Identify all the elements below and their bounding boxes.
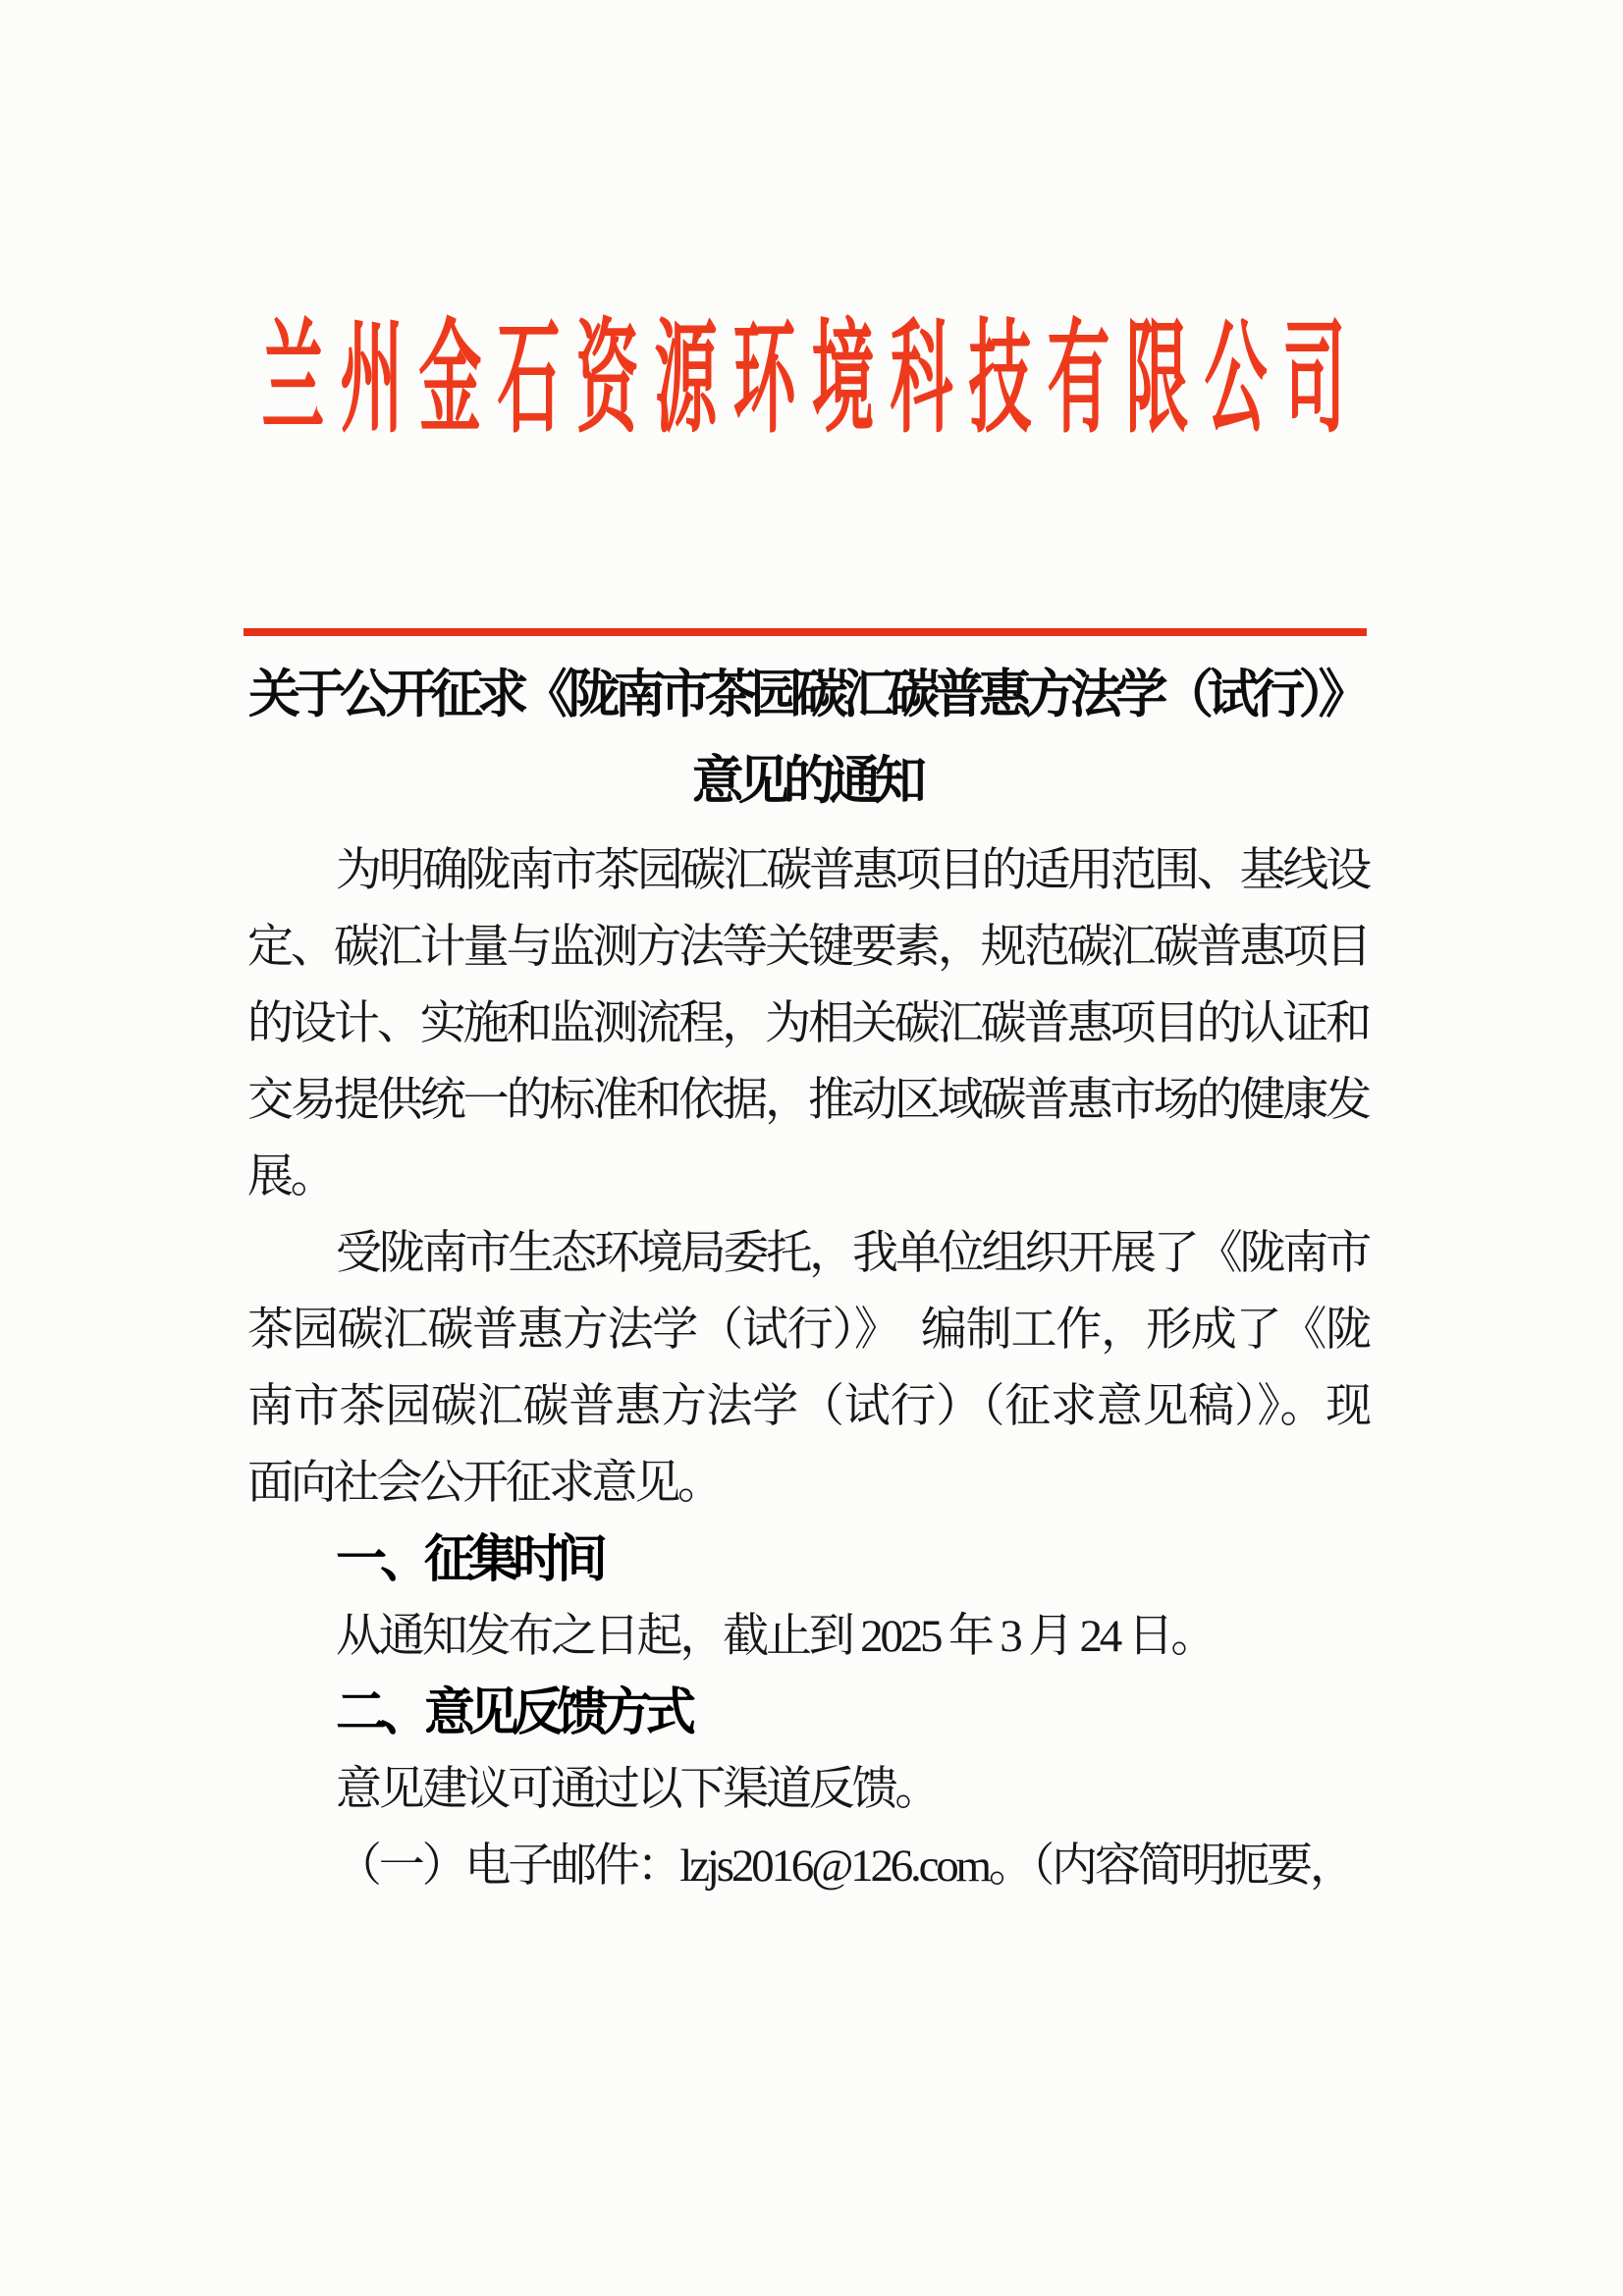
- body-line-email: （一）电子邮件：lzjs2016@126.com。（内容简明扼要，: [336, 1841, 1353, 1892]
- body-line: 交易提供统一的标准和依据，推动区域碳普惠市场的健康发: [247, 1075, 1369, 1126]
- section-heading-collection-time: 一、征集时间: [336, 1531, 602, 1588]
- body-line: 的设计、实施和监测流程，为相关碳汇碳普惠项目的认证和: [247, 998, 1369, 1049]
- body-line: 从通知发布之日起，截止到 2025 年 3 月 24 日。: [336, 1611, 1215, 1662]
- body-line: 为明确陇南市茶园碳汇碳普惠项目的适用范围、基线设: [336, 845, 1369, 896]
- document-title-line-1: 关于公开征求《陇南市茶园碳汇碳普惠方法学（试行）》: [248, 667, 1364, 723]
- document-title-line-2: 意见的通知: [691, 753, 921, 810]
- body-line: 受陇南市生态环境局委托，我单位组织开展了《陇南市: [336, 1228, 1369, 1279]
- body-line: 展。: [247, 1151, 334, 1202]
- body-line: 南市茶园碳汇碳普惠方法学（试行）（征求意见稿）》。现: [247, 1381, 1369, 1432]
- document-title: [245, 652, 1367, 825]
- company-letterhead: 兰州金石资源环境科技有限公司: [261, 311, 1362, 448]
- body-line: 定、碳汇计量与监测方法等关键要素，规范碳汇碳普惠项目: [247, 922, 1369, 973]
- body-line: 茶园碳汇碳普惠方法学（试行）》 编制工作，形成了《陇: [247, 1305, 1369, 1356]
- body-line: 意见建议可通过以下渠道反馈。: [336, 1764, 939, 1815]
- body-line: 面向社会公开征求意见。: [247, 1458, 721, 1509]
- red-divider-line: [243, 628, 1367, 636]
- notice-body: [247, 832, 1369, 1904]
- section-heading-feedback-method: 二、意见反馈方式: [336, 1684, 690, 1741]
